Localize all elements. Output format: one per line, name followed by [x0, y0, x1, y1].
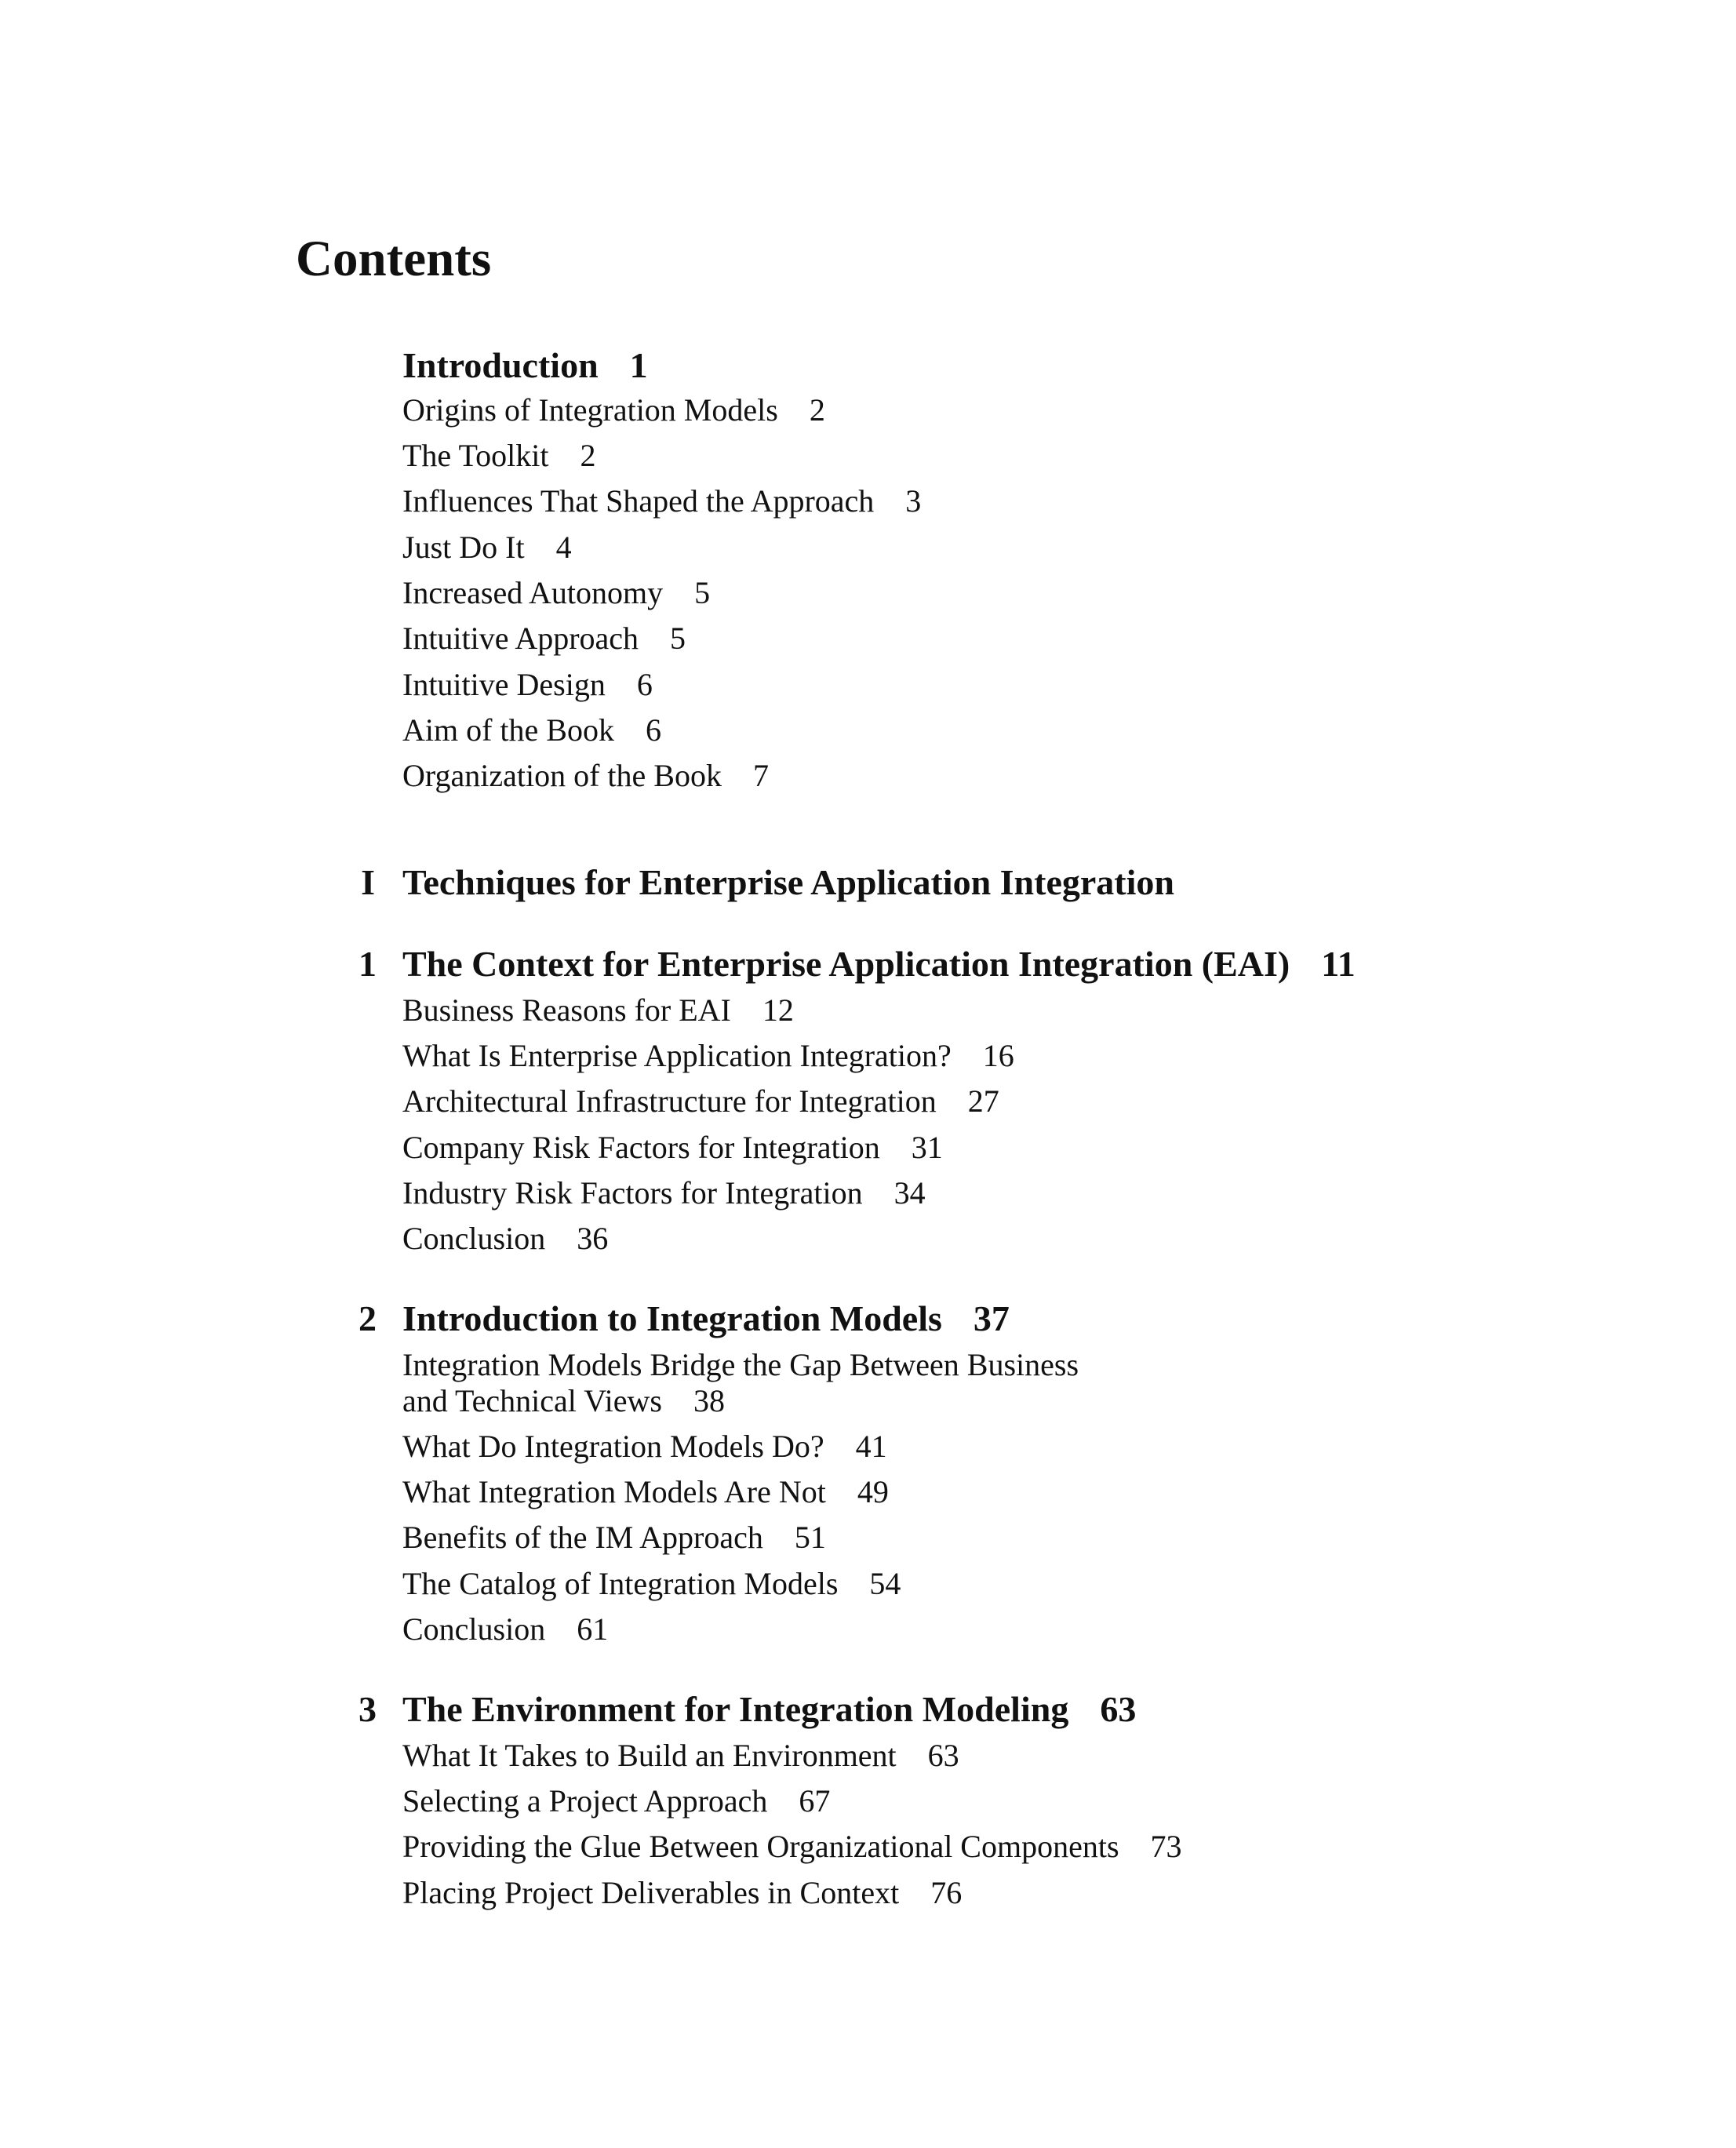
toc-entry[interactable]	[402, 1431, 887, 1462]
entry-label: Conclusion	[402, 1221, 546, 1256]
toc-entry[interactable]	[402, 392, 825, 428]
page-number: 49	[857, 1474, 889, 1509]
toc-entry[interactable]	[402, 440, 595, 471]
entry-label: Organization of the Book	[402, 758, 722, 793]
chapter-number: 2	[358, 1298, 377, 1338]
page-number: 7	[752, 758, 769, 793]
toc-entry[interactable]	[402, 992, 794, 1028]
toc-entry[interactable]	[402, 1040, 1014, 1072]
entry-label: Origins of Integration Models	[402, 392, 778, 428]
page-number: 1	[629, 345, 648, 385]
entry-label: What It Takes to Build an Environment	[402, 1738, 897, 1773]
chapter-number: 1	[358, 944, 377, 984]
toc-entry[interactable]	[402, 577, 710, 609]
heading-label: Introduction	[402, 345, 599, 385]
toc-part-title[interactable]	[402, 862, 1174, 902]
toc-entry[interactable]	[402, 1568, 901, 1600]
entry-label: Conclusion	[402, 1611, 546, 1647]
entry-label: Influences That Shaped the Approach	[402, 483, 875, 519]
toc-entry[interactable]	[402, 1522, 826, 1553]
page-number: 6	[636, 667, 653, 702]
page-number: 34	[893, 1175, 926, 1211]
page-number: 63	[927, 1738, 959, 1773]
toc-entry[interactable]	[402, 1783, 831, 1819]
page-number: 76	[930, 1875, 963, 1910]
chapter-number: 3	[358, 1689, 377, 1729]
entry-label: The Catalog of Integration Models	[402, 1566, 839, 1601]
toc-chapter-heading[interactable]	[402, 1298, 1010, 1338]
entry-label: Intuitive Approach	[402, 621, 639, 656]
entry-label-line1: Integration Models Bridge the Gap Between Business	[402, 1347, 1079, 1382]
page-number: 61	[577, 1611, 609, 1647]
entry-label: Selecting a Project Approach	[402, 1783, 768, 1819]
entry-label: What Do Integration Models Do?	[402, 1429, 824, 1464]
entry-label: Intuitive Design	[402, 667, 606, 702]
entry-label: Company Risk Factors for Integration	[402, 1130, 880, 1165]
entry-label: What Is Enterprise Application Integration?	[402, 1038, 952, 1073]
page-number: 63	[1100, 1689, 1137, 1729]
toc-entry[interactable]	[402, 1132, 943, 1163]
chapter-title: The Environment for Integration Modeling	[402, 1689, 1069, 1729]
page-number: 41	[855, 1429, 887, 1464]
page-number: 38	[693, 1383, 725, 1418]
entry-label: What Integration Models Are Not	[402, 1474, 826, 1509]
toc-chapter-heading[interactable]	[402, 1691, 1136, 1728]
toc-entry[interactable]	[402, 1611, 609, 1647]
toc-entry[interactable]	[402, 483, 922, 519]
page-number: 16	[982, 1038, 1014, 1073]
toc-entry-continuation[interactable]	[402, 1385, 725, 1417]
entry-label: Providing the Glue Between Organizational Components	[402, 1829, 1119, 1864]
page-number: 37	[973, 1298, 1010, 1338]
part-number: I	[361, 862, 375, 902]
page-number: 11	[1321, 944, 1356, 984]
page-number: 36	[577, 1221, 609, 1256]
entry-label: Benefits of the IM Approach	[402, 1520, 763, 1555]
page-number: 2	[580, 438, 596, 473]
toc-entry[interactable]	[402, 1223, 608, 1254]
page-number: 2	[809, 392, 825, 428]
page-number: 51	[794, 1520, 826, 1555]
toc-heading-introduction[interactable]	[402, 345, 648, 385]
entry-label: Industry Risk Factors for Integration	[402, 1175, 863, 1211]
toc-entry[interactable]	[402, 623, 686, 654]
page-title: Contents	[296, 231, 492, 287]
page-number: 73	[1150, 1829, 1182, 1864]
entry-label: Increased Autonomy	[402, 575, 664, 610]
page-number: 4	[555, 530, 572, 565]
toc-entry[interactable]	[402, 1476, 889, 1508]
toc-entry[interactable]	[402, 1083, 999, 1119]
toc-entry[interactable]	[402, 712, 661, 748]
page-number: 27	[967, 1083, 999, 1119]
chapter-title: The Context for Enterprise Application Integration (EAI)	[402, 944, 1290, 984]
page-number: 54	[869, 1566, 901, 1601]
entry-label: Placing Project Deliverables in Context	[402, 1875, 900, 1910]
toc-entry[interactable]	[402, 760, 769, 792]
page-number: 5	[670, 621, 686, 656]
toc-entry[interactable]	[402, 1175, 926, 1211]
entry-label: Aim of the Book	[402, 712, 614, 748]
part-title: Techniques for Enterprise Application Integration	[402, 862, 1174, 902]
entry-label-line2: and Technical Views	[402, 1383, 662, 1418]
entry-label: Business Reasons for EAI	[402, 992, 731, 1028]
page-number: 3	[905, 483, 922, 519]
toc-entry[interactable]	[402, 1831, 1182, 1862]
entry-label: Architectural Infrastructure for Integration	[402, 1083, 937, 1119]
toc-entry[interactable]	[402, 1349, 1079, 1381]
toc-entry[interactable]	[402, 1877, 962, 1909]
toc-entry[interactable]	[402, 1740, 959, 1771]
toc-chapter-heading[interactable]	[402, 946, 1356, 982]
page-number: 12	[762, 992, 794, 1028]
entry-label: Just Do It	[402, 530, 525, 565]
toc-entry[interactable]	[402, 669, 653, 701]
chapter-title: Introduction to Integration Models	[402, 1298, 942, 1338]
page-number: 6	[645, 712, 661, 748]
page-number: 67	[799, 1783, 831, 1819]
page-number: 31	[911, 1130, 943, 1165]
entry-label: The Toolkit	[402, 438, 549, 473]
page-number: 5	[694, 575, 711, 610]
toc-entry[interactable]	[402, 532, 572, 563]
